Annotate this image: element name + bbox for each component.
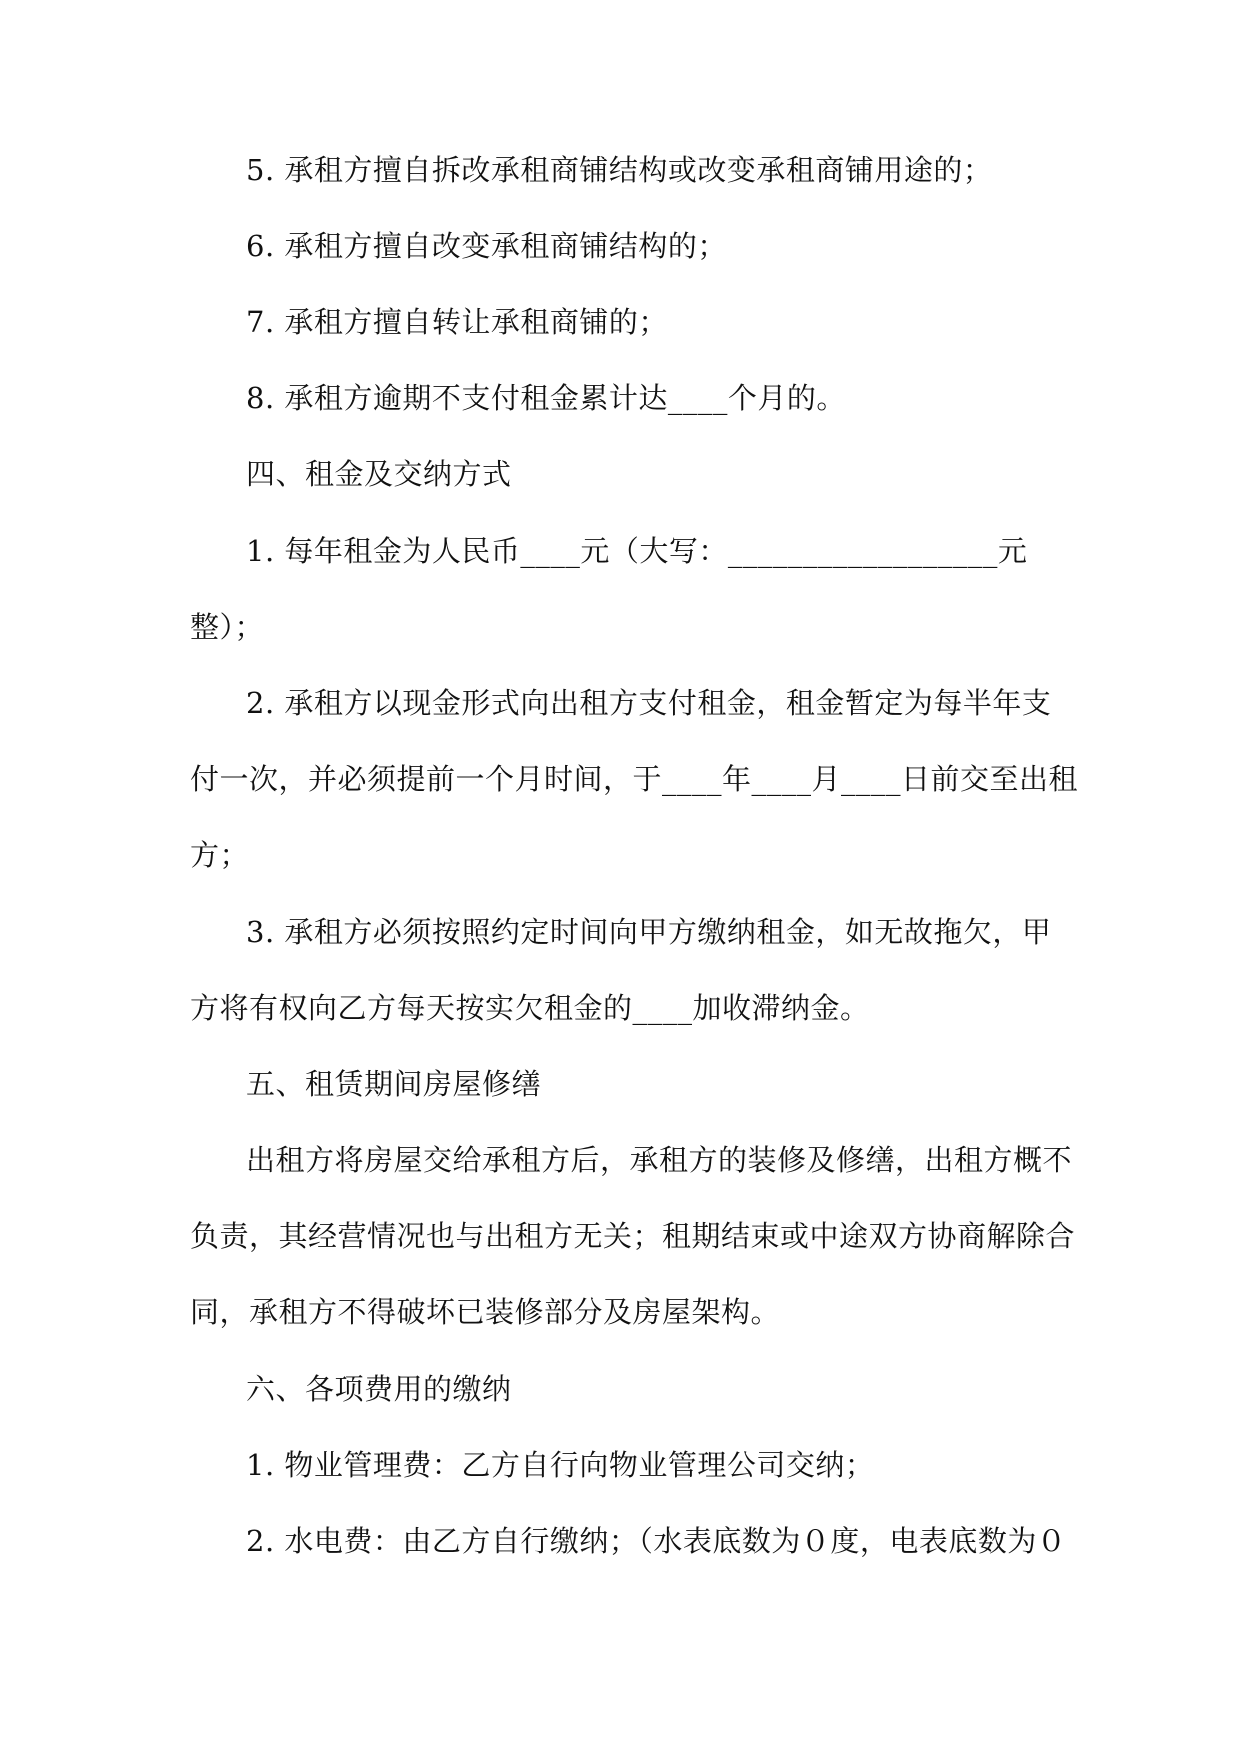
paragraph-line: 出租方将房屋交给承租方后，承租方的装修及修缮，出租方概不 <box>246 1143 1073 1177</box>
paragraph-line: 6. 承租方擅自改变承租商铺结构的； <box>246 229 727 263</box>
paragraph-line: 整）； <box>190 610 265 644</box>
paragraph-line: 7. 承租方擅自转让承租商铺的； <box>246 305 668 339</box>
paragraph-line: 1. 每年租金为人民币____元（大写：__________________元 <box>246 534 1028 568</box>
paragraph-line: 8. 承租方逾期不支付租金累计达____个月的。 <box>246 381 846 415</box>
paragraph-line: 方将有权向乙方每天按实欠租金的____加收滞纳金。 <box>190 991 870 1025</box>
paragraph-line: 付一次，并必须提前一个月时间，于____年____月____日前交至出租 <box>190 762 1079 796</box>
paragraph-line: 2. 承租方以现金形式向出租方支付租金，租金暂定为每半年支 <box>246 686 1052 720</box>
paragraph-line: 负责，其经营情况也与出租方无关；租期结束或中途双方协商解除合 <box>190 1219 1076 1253</box>
paragraph-line: 5. 承租方擅自拆改承租商铺结构或改变承租商铺用途的； <box>246 153 993 187</box>
paragraph-line: 1. 物业管理费：乙方自行向物业管理公司交纳； <box>246 1448 875 1482</box>
section-heading: 五、租赁期间房屋修缮 <box>246 1067 542 1101</box>
section-heading: 六、各项费用的缴纳 <box>246 1372 512 1406</box>
paragraph-line: 方； <box>190 838 250 872</box>
section-heading: 四、租金及交纳方式 <box>246 457 512 491</box>
paragraph-line: 3. 承租方必须按照约定时间向甲方缴纳租金，如无故拖欠，甲 <box>246 915 1052 949</box>
paragraph-line: 2. 水电费：由乙方自行缴纳；（水表底数为０度，电表底数为０ <box>246 1524 1067 1558</box>
paragraph-line: 同，承租方不得破坏已装修部分及房屋架构。 <box>190 1295 781 1329</box>
